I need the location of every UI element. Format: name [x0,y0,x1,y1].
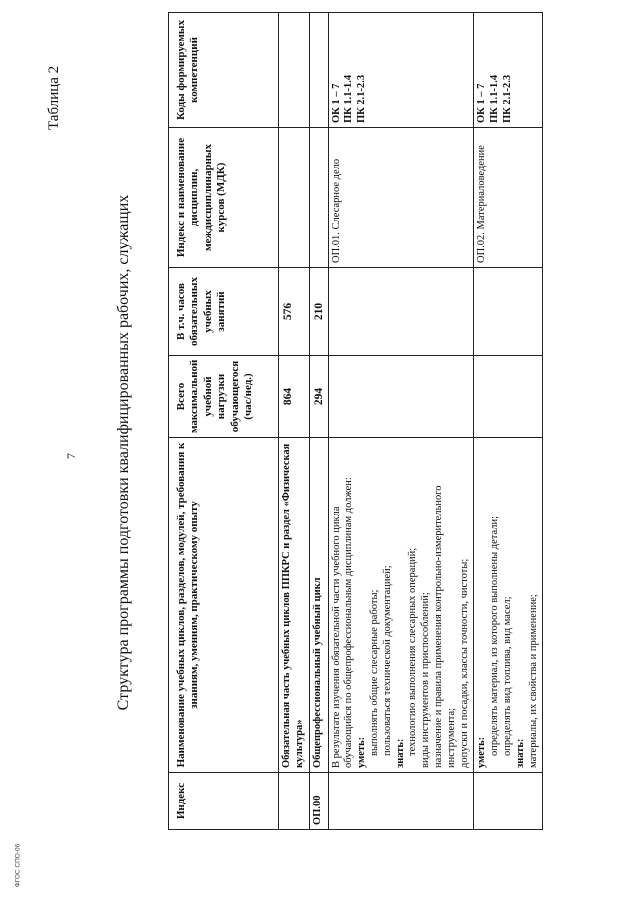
op02-umet-label: уметь: [476,736,488,768]
op02-umet-item: определять вид топлива, вид масел; [501,596,513,756]
header-index: Индекс [169,773,279,830]
cell-empty [328,356,474,438]
header-codes: Коды формируемых компетенций [169,13,279,128]
cell-op-total: 294 [309,356,328,438]
header-row [169,13,279,830]
cell-op01-requirements [328,438,474,773]
cell-empty [328,773,474,830]
cell-empty [474,268,543,356]
op01-znat-item: назначение и правила применения контрольно-измерительного инструмента; [432,485,457,768]
op01-umet-label: уметь: [356,736,368,768]
cell-empty [279,128,310,268]
page-number: 7 [64,453,78,459]
op01-znat-label: знать: [394,738,406,768]
cell-empty [309,128,328,268]
competence-code: ОК 1 – 7 [476,83,488,123]
op01-intro: В результате изучения обязательной части учебного цикла обучающийся по общепрофессиональным дисциплинам должен: [330,477,355,768]
op02-umet-item: определять материал, из которого выполнены детали; [489,515,501,756]
table-row-op01 [328,13,474,830]
header-total: Всего максимальной учебной нагрузки обучающегося (час/нед.) [169,356,279,438]
cell-op-name: Общепрофессиональный учебный цикл [309,438,328,773]
op01-znat-item: технологию выполнения слесарных операций; [407,547,419,756]
op01-znat-item: виды инструментов и приспособлений; [420,592,432,768]
op02-znat-item: материалы, их свойства и применение; [527,594,539,768]
competence-code: ПК 1.1-1.4 [489,74,501,123]
cell-mandatory-total: 864 [279,356,310,438]
footer-code: ФГОС СПО-06 [14,843,22,888]
cell-empty [309,13,328,128]
header-discipline: Индекс и наименование дисциплин, междисциплинарных курсов (МДК) [169,128,279,268]
cell-op01-codes [328,13,474,128]
competence-code: ПК 1.1-1.4 [343,74,355,123]
structure-table [168,12,543,830]
op02-znat-label: знать: [514,738,526,768]
op01-umet-item: пользоваться технической документацией; [381,565,393,756]
cell-empty [279,773,310,830]
cell-mandatory-hours: 576 [279,268,310,356]
competence-code: ПК 2.1-2.3 [501,74,513,123]
table-row-op [309,13,328,830]
cell-empty [474,356,543,438]
cell-op-index: ОП.00 [309,773,328,830]
table-row-op02 [474,13,543,830]
cell-op01-discipline: ОП.01. Слесарное дело [328,128,474,268]
competence-code: ОК 1 – 7 [330,83,342,123]
op01-znat-item: допуски и посадки, классы точности, чистоты; [458,558,470,768]
cell-empty [328,268,474,356]
cell-op-hours: 210 [309,268,328,356]
table-label: Таблица 2 [46,65,62,130]
cell-empty [279,13,310,128]
document-title: Структура программы подготовки квалифицированных рабочих, служащих [115,194,132,711]
cell-mandatory-name: Обязательная часть учебных циклов ППКРС и раздел «Физическая культура» [279,438,310,773]
cell-empty [474,773,543,830]
header-mandatory: В т.ч. часов обязательных учебных занятий [169,268,279,356]
cell-op02-codes [474,13,543,128]
cell-op02-requirements [474,438,543,773]
header-name: Наименование учебных циклов, разделов, модулей, требования к знаниям, умениям, практическому опыту [169,438,279,773]
op01-umet-item: выполнять общие слесарные работы; [369,589,380,756]
cell-op02-discipline: ОП.02. Материаловедение [474,128,543,268]
competence-code: ПК 2.1-2.3 [356,74,368,123]
table-row-mandatory-part [279,13,310,830]
